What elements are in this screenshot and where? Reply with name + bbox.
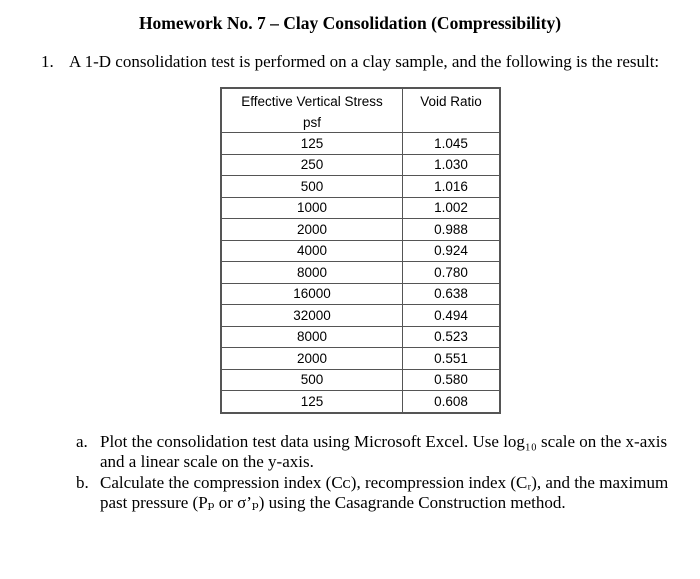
table-row xyxy=(221,133,500,155)
stress-cell: 250 xyxy=(221,154,403,176)
stress-cell: 500 xyxy=(221,369,403,391)
task-letter: a. xyxy=(76,432,88,451)
table-header-row xyxy=(221,88,500,133)
stress-cell: 500 xyxy=(221,176,403,198)
problem-statement xyxy=(41,52,659,72)
task-text: Plot the consolidation test data using Microsoft Excel. Use log₁₀ scale on the x-axis and a linear scale on the y-axis. xyxy=(100,432,668,471)
stress-column-header xyxy=(221,88,403,133)
void-ratio-cell: 0.580 xyxy=(403,369,501,391)
void-ratio-cell: 0.638 xyxy=(403,283,501,305)
table-row xyxy=(221,262,500,284)
void-ratio-cell: 0.608 xyxy=(403,391,501,413)
void-ratio-cell: 0.523 xyxy=(403,326,501,348)
stress-cell: 2000 xyxy=(221,348,403,370)
void-ratio-cell: 1.030 xyxy=(403,154,501,176)
table-row xyxy=(221,197,500,219)
task-item-a xyxy=(76,432,676,472)
table-row xyxy=(221,326,500,348)
stress-cell: 4000 xyxy=(221,240,403,262)
void-ratio-cell: 0.988 xyxy=(403,219,501,241)
task-text: Calculate the compression index (Cᴄ), recompression index (Cᵣ), and the maximum past pressure (Pₚ or σ’ₚ) using the Casagrande Construction method. xyxy=(100,473,669,512)
table-row xyxy=(221,348,500,370)
table-row xyxy=(221,283,500,305)
problem-text: A 1-D consolidation test is performed on a clay sample, and the following is the result: xyxy=(69,52,660,71)
void-ratio-cell: 0.924 xyxy=(403,240,501,262)
task-letter: b. xyxy=(76,473,89,492)
void-ratio-cell: 0.551 xyxy=(403,348,501,370)
task-item-b xyxy=(76,473,676,513)
stress-cell: 125 xyxy=(221,391,403,413)
table-row xyxy=(221,369,500,391)
stress-cell: 1000 xyxy=(221,197,403,219)
void-ratio-cell: 0.780 xyxy=(403,262,501,284)
table-row xyxy=(221,240,500,262)
void-ratio-cell: 0.494 xyxy=(403,305,501,327)
task-list xyxy=(76,432,676,514)
table-row xyxy=(221,154,500,176)
stress-unit-label: psf xyxy=(302,115,321,130)
void-ratio-cell: 1.045 xyxy=(403,133,501,155)
stress-cell: 32000 xyxy=(221,305,403,327)
consolidation-table xyxy=(220,87,501,414)
table-row xyxy=(221,219,500,241)
table-row xyxy=(221,305,500,327)
stress-cell: 2000 xyxy=(221,219,403,241)
void-ratio-cell: 1.002 xyxy=(403,197,501,219)
stress-cell: 125 xyxy=(221,133,403,155)
table-row xyxy=(221,176,500,198)
stress-cell: 8000 xyxy=(221,326,403,348)
stress-cell: 16000 xyxy=(221,283,403,305)
stress-header-label: Effective Vertical Stress xyxy=(241,94,383,109)
stress-cell: 8000 xyxy=(221,262,403,284)
void-ratio-column-header: Void Ratio xyxy=(403,88,501,133)
table-body xyxy=(221,133,500,413)
problem-number: 1. xyxy=(41,52,54,71)
void-ratio-cell: 1.016 xyxy=(403,176,501,198)
table-row xyxy=(221,391,500,413)
page-title: Homework No. 7 – Clay Consolidation (Compressibility) xyxy=(138,13,562,33)
